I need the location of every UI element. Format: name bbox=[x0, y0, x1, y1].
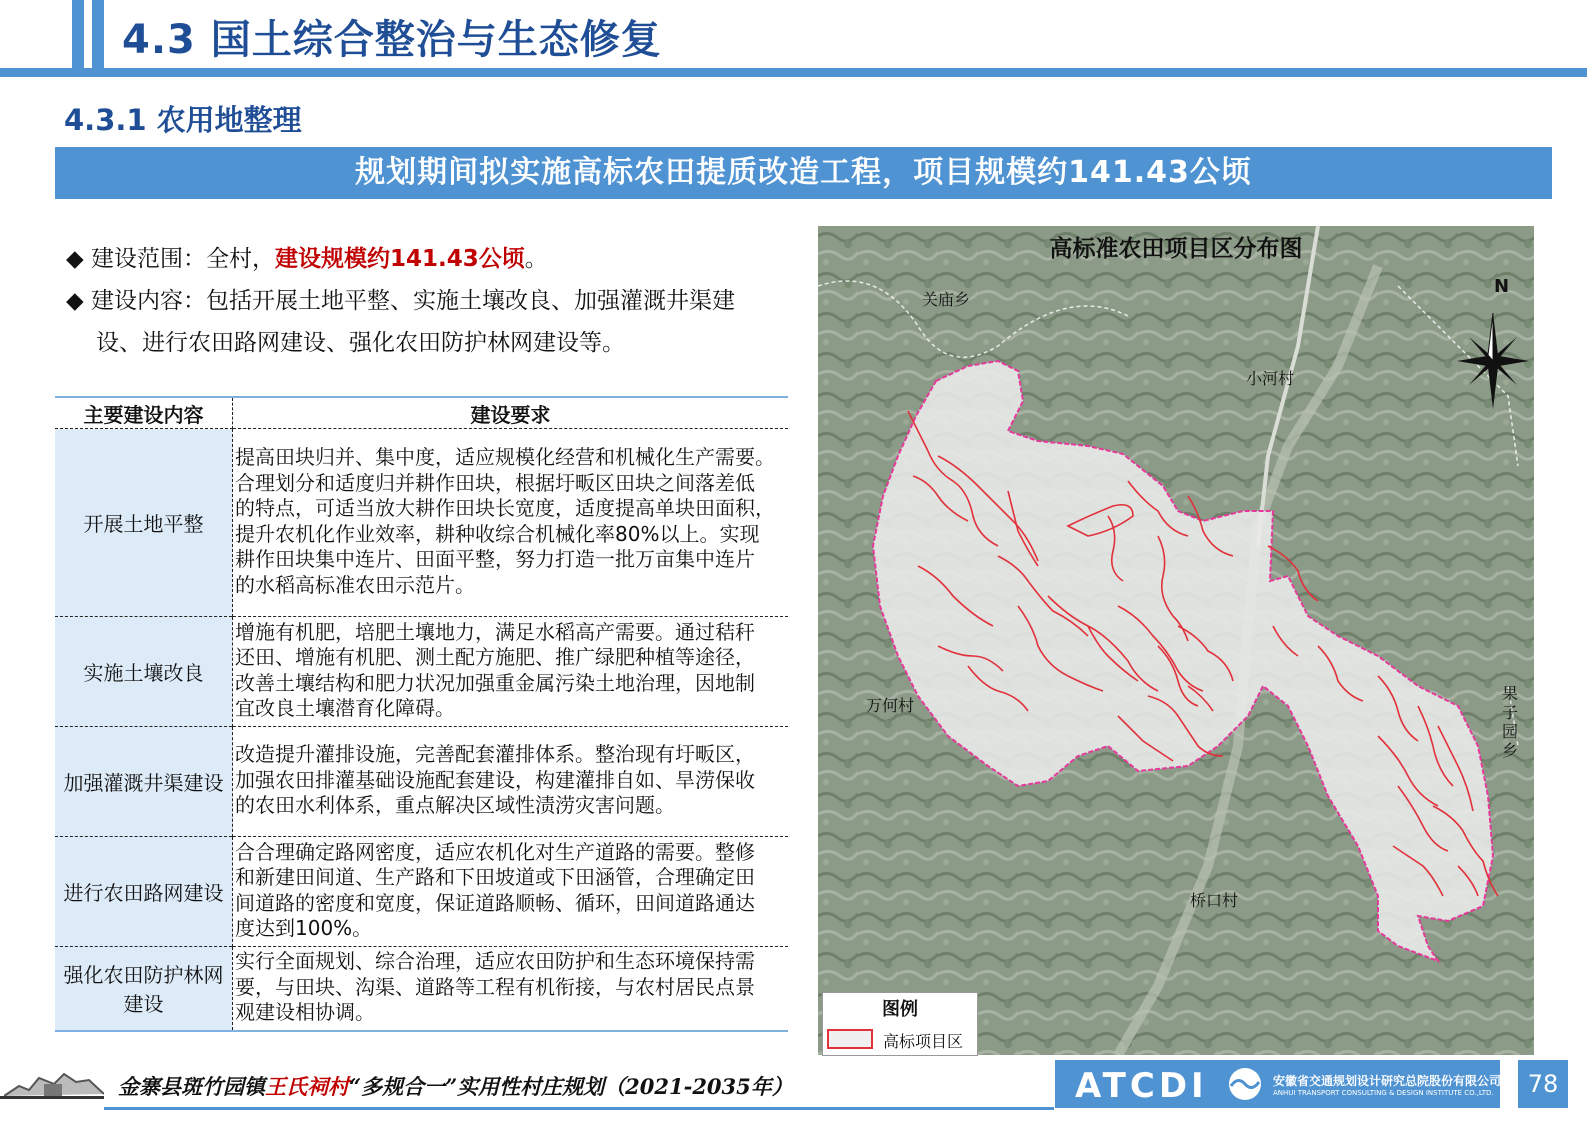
company-logo-text: ATCDI bbox=[1075, 1066, 1208, 1106]
requirement-line: 观建设相协调。 bbox=[235, 1000, 375, 1024]
header-accent-bar bbox=[92, 0, 104, 68]
table-row bbox=[55, 429, 788, 617]
map-graphic bbox=[818, 226, 1534, 1055]
footer-title-village: 王氏祠村 bbox=[265, 1074, 349, 1099]
table-header-item: 主要建设内容 bbox=[55, 397, 233, 429]
footer-rule bbox=[104, 1107, 1054, 1110]
footer-title-prefix: 金寨县斑竹园镇 bbox=[118, 1074, 265, 1099]
place-label: 关庙乡 bbox=[922, 290, 971, 309]
footer-plan-title bbox=[118, 1071, 793, 1101]
bullet-scope bbox=[66, 238, 548, 280]
legend-label: 高标项目区 bbox=[883, 1032, 964, 1051]
legend-title: 图例 bbox=[882, 999, 918, 1020]
place-label: 万何村 bbox=[866, 696, 915, 715]
requirement-line: 实行全面规划、综合治理，适应农田防护和生态环境保持需 bbox=[235, 949, 755, 973]
item-line: 建设 bbox=[123, 992, 164, 1017]
bullet-content-line2: 设、进行农田路网建设、强化农田防护林网建设等。 bbox=[96, 330, 625, 356]
table-cell-requirement bbox=[233, 947, 789, 1031]
requirement-line: 改善土壤结构和肥力状况加强重金属污染土地治理，因地制 bbox=[235, 670, 755, 695]
page-number: 78 bbox=[1518, 1060, 1568, 1108]
construction-table bbox=[55, 396, 788, 1032]
requirement-line: 增施有机肥，培肥土壤地力，满足水稻高产需要。通过秸秆 bbox=[235, 619, 755, 644]
requirement-line: 提高田块归并、集中度，适应规模化经营和机械化生产需要。 bbox=[235, 445, 775, 469]
requirement-line: 的农田水利体系，重点解决区域性渍涝灾害问题。 bbox=[235, 793, 675, 818]
header-rule bbox=[0, 68, 1587, 77]
table-header-requirement: 建设要求 bbox=[233, 397, 789, 429]
table-cell-requirement bbox=[233, 617, 789, 727]
section-heading: 4.3.1 农用地整理 bbox=[64, 103, 302, 137]
legend-swatch bbox=[827, 1029, 873, 1049]
requirement-line: 要，与田块、沟渠、道路等工程有机衔接，与农村居民点景 bbox=[235, 974, 755, 999]
place-label: 桥口村 bbox=[1190, 891, 1239, 910]
company-logo bbox=[1055, 1060, 1500, 1108]
requirement-line: 间道路的密度和宽度，保证道路顺畅、循环，田间道路通达 bbox=[235, 890, 755, 915]
requirement-line: 改造提升灌排设施，完善配套灌排体系。整治现有圩畈区， bbox=[235, 742, 755, 767]
table-cell-item: 开展土地平整 bbox=[55, 429, 233, 617]
village-sketch-icon bbox=[4, 1066, 104, 1098]
place-label-vertical: 果子园乡 bbox=[1501, 684, 1518, 760]
table-row bbox=[55, 837, 788, 947]
company-name-cn: 安徽省交通规划设计研究总院股份有限公司 bbox=[1273, 1074, 1502, 1088]
requirement-line: 度达到100%。 bbox=[235, 916, 373, 940]
footer-title-suffix: “多规合一”实用性村庄规划（2021-2035年） bbox=[349, 1074, 793, 1099]
requirement-line: 提升农机化作业效率，耕种收综合机械化率80%以上。实现 bbox=[235, 521, 760, 546]
place-label: 小河村 bbox=[1246, 369, 1295, 388]
page-title: 4.3 国土综合整治与生态修复 bbox=[122, 17, 662, 63]
map-title: 高标准农田项目区分布图 bbox=[1049, 236, 1303, 262]
summary-banner: 规划期间拟实施高标农田提质改造工程，项目规模约141.43公顷 bbox=[55, 147, 1552, 199]
map-legend bbox=[822, 992, 978, 1056]
requirement-line: 宜改良土壤潜育化障碍。 bbox=[235, 696, 455, 720]
requirement-line: 和新建田间道、生产路和下田坡道或下田涵管，合理确定田 bbox=[235, 865, 755, 889]
requirement-line: 的特点，可适当放大耕作田块长宽度，适度提高单块田面积， bbox=[235, 496, 775, 520]
requirement-line: 合理划分和适度归并耕作田块，根据圩畈区田块之间落差低 bbox=[235, 470, 755, 495]
footer-left-rule bbox=[0, 1096, 104, 1099]
north-label: N bbox=[1494, 276, 1510, 297]
requirement-line: 耕作田块集中连片、田面平整，努力打造一批万亩集中连片 bbox=[235, 547, 755, 571]
table-row bbox=[55, 727, 788, 837]
requirement-line: 还田、增施有机肥、测土配方施肥、推广绿肥种植等途径， bbox=[235, 645, 755, 669]
header-accent-bar bbox=[72, 0, 84, 68]
table-header-row bbox=[55, 397, 788, 429]
requirement-line: 的水稻高标准农田示范片。 bbox=[235, 572, 475, 597]
table-cell-item: 加强灌溉井渠建设 bbox=[55, 727, 233, 837]
bullet-scope-highlight: 建设规模约141.43公顷 bbox=[275, 246, 525, 272]
wave-logo-icon bbox=[1225, 1066, 1265, 1102]
item-line: 强化农田防护林网 bbox=[63, 963, 224, 988]
table-cell-requirement bbox=[233, 837, 789, 947]
bullet-content-line1: ◆ 建设内容：包括开展土地平整、实施土壤改良、加强灌溉井渠建 bbox=[66, 288, 735, 314]
table-cell-item bbox=[55, 947, 233, 1031]
farmland-distribution-map bbox=[818, 226, 1534, 1055]
requirement-line: 加强农田排灌基础设施配套建设，构建灌排自如、旱涝保收 bbox=[235, 767, 755, 792]
table-cell-item: 实施土壤改良 bbox=[55, 617, 233, 727]
table-row bbox=[55, 617, 788, 727]
table-cell-requirement bbox=[233, 727, 789, 837]
company-name-en: ANHUI TRANSPORT CONSULTING & DESIGN INSTITUTE CO.,LTD. bbox=[1273, 1089, 1494, 1097]
table-row bbox=[55, 947, 788, 1031]
bullet-scope-prefix: ◆ 建设范围：全村， bbox=[66, 246, 275, 272]
table-cell-item: 进行农田路网建设 bbox=[55, 837, 233, 947]
bullet-scope-suffix: 。 bbox=[524, 246, 548, 272]
table-cell-requirement bbox=[233, 429, 789, 617]
requirement-line: 合合理确定路网密度，适应农机化对生产道路的需要。整修 bbox=[235, 839, 755, 864]
